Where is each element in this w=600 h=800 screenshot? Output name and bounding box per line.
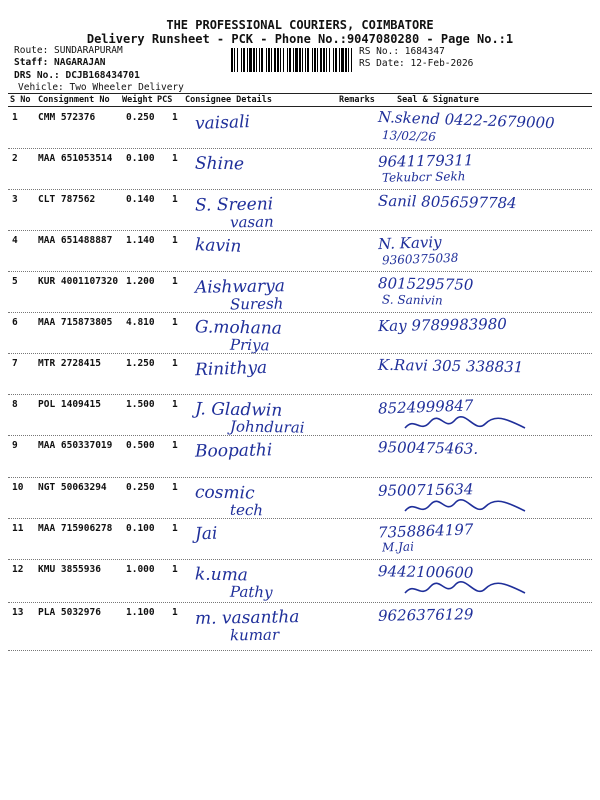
seal-signature-text: N. Kaviy — [377, 232, 442, 254]
row-separator — [8, 650, 592, 651]
consignee-handwritten-name: J. Gladwin — [194, 399, 283, 421]
seal-signature-text: 7358864197 — [377, 520, 474, 542]
header-bottom-rule — [8, 106, 592, 107]
row-weight: 4.810 — [126, 317, 155, 328]
row-separator — [8, 189, 592, 190]
row-consignment-no: MAA 715873805 — [38, 317, 113, 328]
consignee-handwritten-name: kavin — [194, 235, 242, 257]
seal-signature-text: M.Jai — [381, 539, 415, 555]
consignee-handwritten-name: Boopathi — [194, 440, 273, 462]
row-consignment-no: POL 1409415 — [38, 399, 101, 410]
row-sno: 5 — [12, 276, 18, 287]
staff-label: Staff: NAGARAJAN — [14, 57, 106, 68]
row-sno: 11 — [12, 523, 24, 534]
row-separator — [8, 353, 592, 354]
row-weight: 0.140 — [126, 194, 155, 205]
row-separator — [8, 312, 592, 313]
row-separator — [8, 230, 592, 231]
seal-signature-text: 9442100600 — [377, 562, 474, 582]
consignee-handwritten-name: Pathy — [229, 582, 273, 602]
row-consignment-no: MAA 651488887 — [38, 235, 113, 246]
seal-signature-text: N.skend 0422-2679000 — [377, 107, 555, 133]
row-weight: 0.250 — [126, 482, 155, 493]
consignee-handwritten-name: Suresh — [229, 294, 284, 314]
row-separator — [8, 559, 592, 560]
row-weight: 1.200 — [126, 276, 155, 287]
row-sno: 4 — [12, 235, 18, 246]
consignee-handwritten-name: k.uma — [194, 564, 249, 586]
col-weight: Weight — [122, 95, 153, 105]
signature-scribble — [400, 414, 530, 436]
row-separator — [8, 271, 592, 272]
row-separator — [8, 148, 592, 149]
consignee-handwritten-name: vaisali — [194, 112, 251, 134]
row-weight: 0.500 — [126, 440, 155, 451]
seal-signature-text: 9500475463. — [377, 438, 479, 458]
drs-number: DRS No.: DCJB168434701 — [14, 70, 140, 81]
seal-signature-text: 9360375038 — [381, 250, 459, 268]
seal-signature-text: Tekubcr Sekh — [381, 169, 466, 185]
row-pcs: 1 — [172, 399, 178, 410]
row-consignment-no: CMM 572376 — [38, 112, 96, 123]
row-weight: 1.250 — [126, 358, 155, 369]
row-consignment-no: MAA 650337019 — [38, 440, 113, 451]
row-pcs: 1 — [172, 607, 178, 618]
consignee-handwritten-name: kumar — [229, 625, 280, 645]
barcode-image — [231, 48, 353, 72]
seal-signature-text: 9626376129 — [377, 605, 474, 625]
row-consignment-no: CLT 787562 — [38, 194, 96, 205]
row-pcs: 1 — [172, 235, 178, 246]
row-sno: 3 — [12, 194, 18, 205]
seal-signature-text: K.Ravi 305 338831 — [377, 355, 524, 377]
row-consignment-no: KMU 3855936 — [38, 564, 101, 575]
seal-signature-text: 9641179311 — [377, 151, 474, 171]
row-weight: 0.250 — [126, 112, 155, 123]
row-pcs: 1 — [172, 194, 178, 205]
col-sno: S No — [10, 95, 31, 105]
consignee-handwritten-name: G.mohana — [194, 317, 283, 339]
consignee-handwritten-name: Jai — [194, 523, 218, 545]
col-consignee: Consignee Details — [185, 95, 272, 105]
row-pcs: 1 — [172, 358, 178, 369]
row-sno: 6 — [12, 317, 18, 328]
signature-scribble — [400, 497, 530, 519]
row-sno: 12 — [12, 564, 24, 575]
row-sno: 9 — [12, 440, 18, 451]
row-consignment-no: MTR 2728415 — [38, 358, 101, 369]
consignee-handwritten-name: Johndurai — [229, 417, 305, 437]
row-consignment-no: KUR 4001107320 — [38, 276, 119, 287]
seal-signature-text: 9500715634 — [377, 480, 474, 500]
row-sno: 7 — [12, 358, 18, 369]
row-sno: 2 — [12, 153, 18, 164]
row-pcs: 1 — [172, 482, 178, 493]
consignee-handwritten-name: Shine — [194, 153, 245, 175]
row-weight: 0.100 — [126, 153, 155, 164]
seal-signature-text: Kay 9789983980 — [377, 314, 507, 336]
row-pcs: 1 — [172, 317, 178, 328]
seal-signature-text: 8015295750 — [377, 274, 474, 294]
row-weight: 1.500 — [126, 399, 155, 410]
seal-signature-text: Sanil 8056597784 — [377, 191, 517, 213]
row-separator — [8, 394, 592, 395]
col-remarks: Remarks — [339, 95, 375, 105]
table-top-rule — [8, 93, 592, 94]
signature-scribble — [400, 579, 530, 601]
row-sno: 13 — [12, 607, 24, 618]
seal-signature-text: 13/02/26 — [381, 128, 437, 144]
document-subtitle: Delivery Runsheet - PCK - Phone No.:9047080280 - Page No.:1 — [86, 32, 514, 46]
row-sno: 1 — [12, 112, 18, 123]
route-label: Route: SUNDARAPURAM — [14, 45, 123, 56]
rs-number: RS No.: 1684347 — [359, 46, 445, 57]
row-weight: 1.000 — [126, 564, 155, 575]
row-pcs: 1 — [172, 112, 178, 123]
row-pcs: 1 — [172, 276, 178, 287]
vehicle-label: Vehicle: Two Wheeler Delivery — [18, 82, 184, 93]
row-weight: 1.100 — [126, 607, 155, 618]
consignee-handwritten-name: vasan — [229, 212, 274, 232]
row-pcs: 1 — [172, 440, 178, 451]
row-pcs: 1 — [172, 153, 178, 164]
row-sno: 8 — [12, 399, 18, 410]
consignee-handwritten-name: Aishwarya — [194, 276, 286, 298]
consignee-handwritten-name: m. vasantha — [194, 607, 300, 629]
row-sno: 10 — [12, 482, 24, 493]
row-separator — [8, 435, 592, 436]
seal-signature-text: 8524999847 — [377, 396, 474, 418]
consignee-handwritten-name: cosmic — [194, 482, 255, 504]
row-separator — [8, 518, 592, 519]
rs-date: RS Date: 12-Feb-2026 — [359, 58, 474, 69]
consignee-handwritten-name: Rinithya — [194, 357, 268, 381]
seal-signature-text: S. Sanivin — [381, 292, 443, 308]
col-consignment: Consignment No — [38, 95, 110, 105]
col-seal-signature: Seal & Signature — [397, 95, 479, 105]
row-separator — [8, 477, 592, 478]
row-pcs: 1 — [172, 523, 178, 534]
col-pcs: PCS — [157, 95, 173, 105]
row-consignment-no: NGT 50063294 — [38, 482, 107, 493]
row-weight: 1.140 — [126, 235, 155, 246]
row-weight: 0.100 — [126, 523, 155, 534]
row-separator — [8, 602, 592, 603]
row-consignment-no: PLA 5032976 — [38, 607, 101, 618]
consignee-handwritten-name: Priya — [229, 335, 270, 355]
row-consignment-no: MAA 651053514 — [38, 153, 113, 164]
row-pcs: 1 — [172, 564, 178, 575]
consignee-handwritten-name: S. Sreeni — [194, 194, 274, 216]
row-consignment-no: MAA 715906278 — [38, 523, 113, 534]
document-title: THE PROFESSIONAL COURIERS, COIMBATORE — [166, 18, 434, 32]
consignee-handwritten-name: tech — [229, 500, 264, 520]
